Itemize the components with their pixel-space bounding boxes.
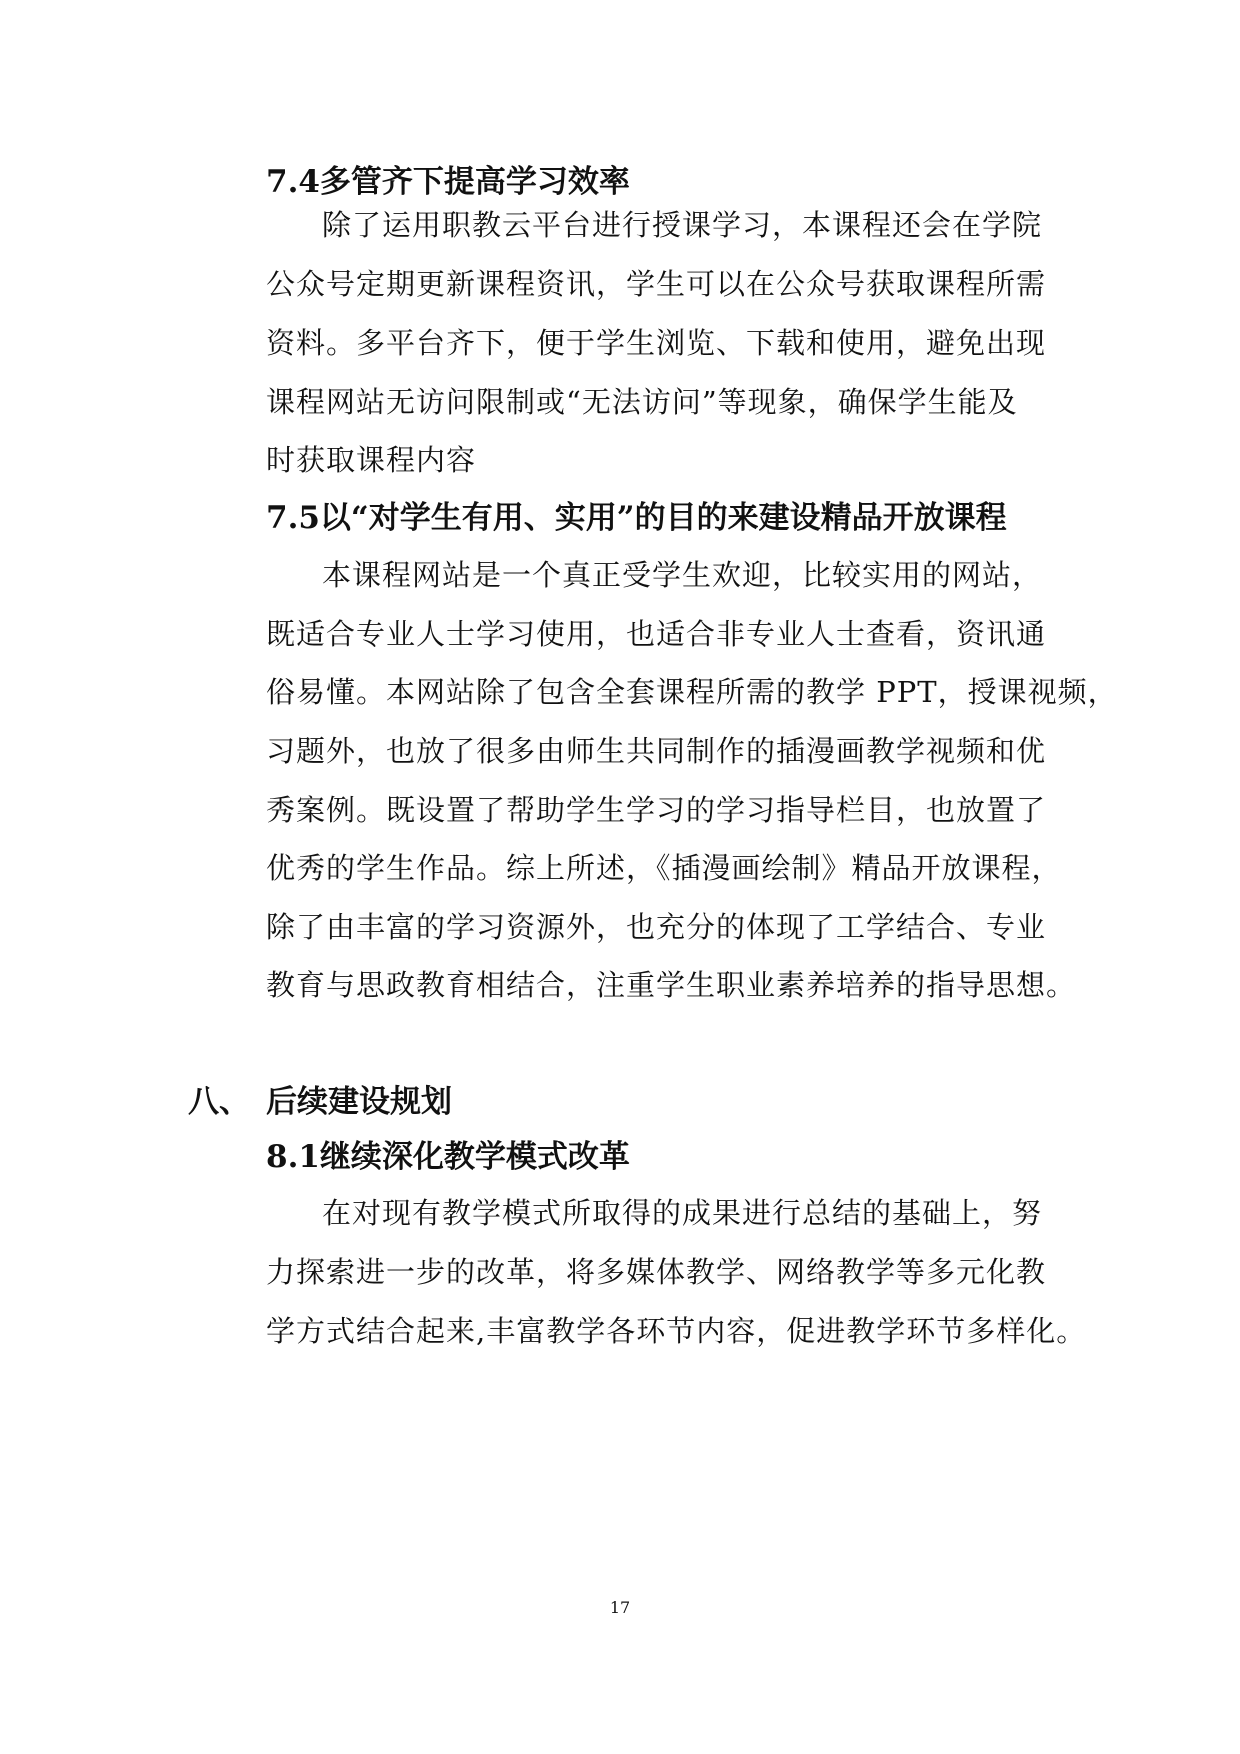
paragraph-line: 在对现有教学模式所取得的成果进行总结的基础上，努 [322,1196,1043,1230]
paragraph-line: 公众号定期更新课程资讯，学生可以在公众号获取课程所需 [266,267,1047,301]
paragraph-line: 秀案例。既设置了帮助学生学习的学习指导栏目，也放置了 [266,793,1047,827]
paragraph-line: 俗易懂。本网站除了包含全套课程所需的教学 PPT，授课视频， [266,675,1118,709]
paragraph-line: 习题外，也放了很多由师生共同制作的插漫画教学视频和优 [266,734,1047,768]
paragraph-line: 本课程网站是一个真正受学生欢迎，比较实用的网站， [322,558,1043,592]
chapter-8-number: 八、 [188,1084,250,1120]
page-number: 17 [609,1598,631,1617]
paragraph-line: 学方式结合起来,丰富教学各环节内容，促进教学环节多样化。 [266,1314,1087,1348]
paragraph-line: 时获取课程内容 [266,443,477,477]
paragraph-line: 优秀的学生作品。综上所述，《插漫画绘制》精品开放课程， [266,851,1062,885]
section-8-1-heading: 8.1继续深化教学模式改革 [266,1139,630,1175]
paragraph-line: 力探索进一步的改革，将多媒体教学、网络教学等多元化教 [266,1255,1047,1289]
paragraph-line: 课程网站无访问限制或“无法访问”等现象，确保学生能及 [266,385,1018,419]
section-7-4-heading: 7.4多管齐下提高学习效率 [266,164,630,200]
paragraph-line: 资料。多平台齐下，便于学生浏览、下载和使用，避免出现 [266,326,1047,360]
paragraph-line: 既适合专业人士学习使用，也适合非专业人士查看，资讯通 [266,617,1047,651]
paragraph-line: 教育与思政教育相结合，注重学生职业素养培养的指导思想。 [266,968,1077,1002]
section-7-5-heading: 7.5以“对学生有用、实用”的目的来建设精品开放课程 [266,500,1007,536]
paragraph-line: 除了运用职教云平台进行授课学习，本课程还会在学院 [322,208,1043,242]
paragraph-line: 除了由丰富的学习资源外，也充分的体现了工学结合、专业 [266,910,1047,944]
chapter-8-title: 后续建设规划 [266,1084,452,1120]
